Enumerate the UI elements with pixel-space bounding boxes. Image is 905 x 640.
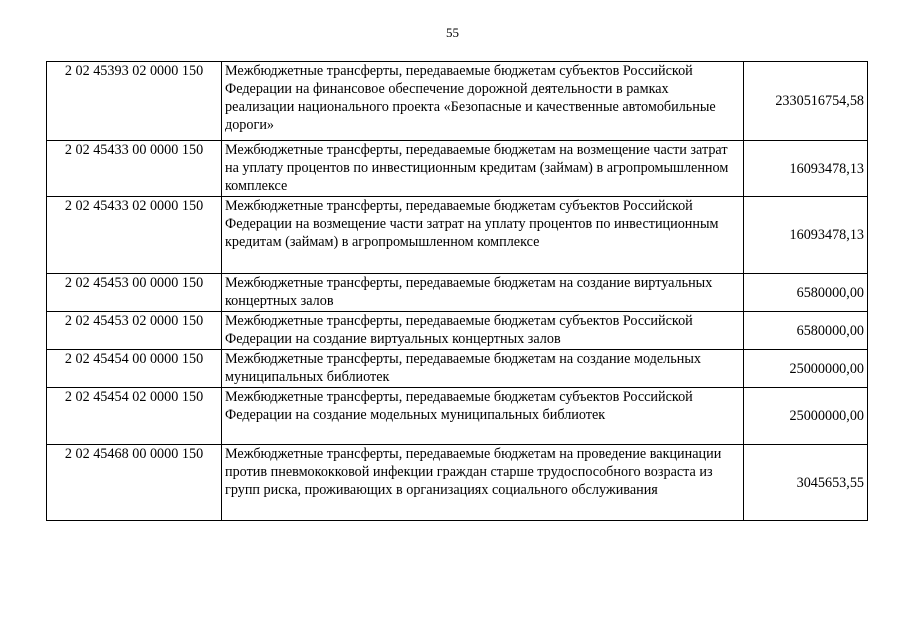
description-cell: Межбюджетные трансферты, передаваемые бюджетам на создание виртуальных концертных залов [222, 274, 744, 312]
table-row [47, 62, 868, 141]
budget-code-cell: 2 02 45393 02 0000 150 [47, 62, 222, 141]
table-row [47, 445, 868, 521]
budget-code-cell: 2 02 45453 00 0000 150 [47, 274, 222, 312]
amount-cell: 6580000,00 [744, 312, 868, 350]
table-row [47, 350, 868, 388]
amount-cell: 16093478,13 [744, 197, 868, 274]
description-cell: Межбюджетные трансферты, передаваемые бюджетам на возмещение части затрат на уплату процентов по инвестиционным кредитам (займам) в агропромышленном комплексе [222, 141, 744, 197]
amount-cell: 16093478,13 [744, 141, 868, 197]
amount-cell: 2330516754,58 [744, 62, 868, 141]
budget-code-cell: 2 02 45454 00 0000 150 [47, 350, 222, 388]
amount-cell: 6580000,00 [744, 274, 868, 312]
budget-code-cell: 2 02 45468 00 0000 150 [47, 445, 222, 521]
description-cell: Межбюджетные трансферты, передаваемые бюджетам на проведение вакцинации против пневмококковой инфекции граждан старше трудоспособного возраста из групп риска, проживающих в организациях социального обслуживания [222, 445, 744, 521]
table-row [47, 388, 868, 445]
budget-code-cell: 2 02 45433 02 0000 150 [47, 197, 222, 274]
page-number: 55 [446, 25, 459, 40]
budget-code-cell: 2 02 45433 00 0000 150 [47, 141, 222, 197]
description-cell: Межбюджетные трансферты, передаваемые бюджетам субъектов Российской Федерации на создание модельных муниципальных библиотек [222, 388, 744, 445]
budget-code-cell: 2 02 45454 02 0000 150 [47, 388, 222, 445]
budget-code-cell: 2 02 45453 02 0000 150 [47, 312, 222, 350]
budget-revenue-table [46, 61, 868, 521]
table-row [47, 312, 868, 350]
table-row [47, 197, 868, 274]
amount-cell: 25000000,00 [744, 350, 868, 388]
table-row [47, 141, 868, 197]
description-cell: Межбюджетные трансферты, передаваемые бюджетам субъектов Российской Федерации на создание виртуальных концертных залов [222, 312, 744, 350]
description-cell: Межбюджетные трансферты, передаваемые бюджетам субъектов Российской Федерации на финансовое обеспечение дорожной деятельности в рамках реализации национального проекта «Безопасные и качественные автомобильные дороги» [222, 62, 744, 141]
table-row [47, 274, 868, 312]
amount-cell: 25000000,00 [744, 388, 868, 445]
amount-cell: 3045653,55 [744, 445, 868, 521]
description-cell: Межбюджетные трансферты, передаваемые бюджетам на создание модельных муниципальных библиотек [222, 350, 744, 388]
description-cell: Межбюджетные трансферты, передаваемые бюджетам субъектов Российской Федерации на возмещение части затрат на уплату процентов по инвестиционным кредитам (займам) в агропромышленном комплексе [222, 197, 744, 274]
